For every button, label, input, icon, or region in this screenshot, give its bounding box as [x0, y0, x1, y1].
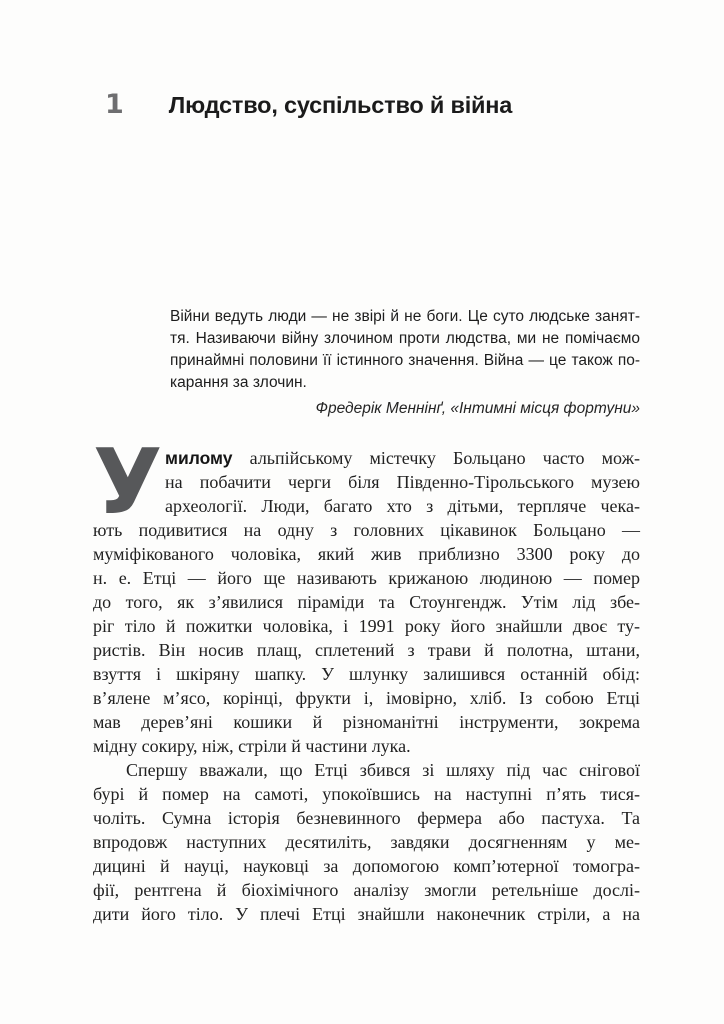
chapter-title: Людство, суспільство й війна: [168, 92, 513, 118]
text-line: н. е. Етці — його ще називають крижаною людиною — помер: [93, 568, 640, 588]
text-line: в’ялене м’ясо, корінці, фрукти і, імовірно, хліб. Із собою Етці: [93, 688, 640, 708]
paragraph-1-text: [93, 430, 640, 758]
text-line: муміфікованого чоловіка, який жив приблизно 3300 року до: [93, 544, 640, 564]
text-line: чоліть. Сумна історія безневинного фермера або пастуха. Та: [93, 808, 640, 828]
paragraph-2: [93, 758, 640, 926]
text-line: тя. Називаючи війну злочином проти людства, ми не помічаємо: [170, 330, 640, 347]
text-line: принаймні половини її істинного значення. Війна — це також по-: [170, 352, 640, 369]
text-line: милому альпійському містечку Больцано часто мож-: [165, 448, 640, 468]
text-line: на побачити черги біля Південно-Тірольського музею: [165, 472, 640, 492]
text-line: Спершу вважали, що Етці збився зі шляху під час снігової: [126, 760, 640, 780]
text-line: дити його тіло. У плечі Етці знайшли наконечник стріли, а на: [93, 904, 640, 924]
text-line: мідну сокиру, ніж, стріли й частини лука.: [93, 736, 411, 756]
lead-word: милому: [165, 448, 233, 468]
text-line: Війни ведуть люди — не звірі й не боги. Це суто людське занят-: [170, 308, 640, 325]
text-line: ристів. Він носив плащ, сплетений з трави й полотна, штани,: [93, 640, 640, 660]
paragraph-2-text: [93, 758, 640, 926]
text-line: ють подивитися на одну з головних цікавинок Больцано —: [93, 520, 640, 540]
epigraph-attribution: Фредерік Меннінґ, «Інтимні місця фортуни»: [315, 400, 640, 417]
chapter-number: 1: [105, 89, 123, 120]
epigraph-text: [170, 306, 640, 394]
text-line: мав дерев’яні кошики й різноманітні інструменти, зокрема: [93, 712, 640, 732]
text-line: ріг тіло й пожитки чоловіка, і 1991 року його знайшли двоє ту-: [93, 616, 640, 636]
chapter-header: [105, 91, 664, 118]
text-line: карання за злочин.: [170, 374, 307, 391]
drop-cap: У: [93, 430, 160, 535]
text-line: бурі й помер на самоті, упокоївшись на наступні п’ять тися-: [93, 784, 640, 804]
paragraph-1: [93, 430, 640, 758]
text-line: взуття і шкіряну шапку. У шлунку залишився останній обід:: [93, 664, 640, 684]
text-line: до того, як з’явилися піраміди та Стоунгендж. Утім лід збе-: [93, 592, 640, 612]
body-text: [93, 430, 640, 926]
text-line: фії, рентгена й біохімічного аналізу змогли ретельніше дослі-: [93, 880, 640, 900]
text-line: дицині й науці, науковці за допомогою комп’ютерної томогра-: [93, 856, 640, 876]
text-line: археології. Люди, багато хто з дітьми, терпляче чека-: [165, 496, 640, 516]
text-line: впродовж наступних десятиліть, завдяки досягненням у ме-: [93, 832, 640, 852]
epigraph: [170, 306, 640, 420]
